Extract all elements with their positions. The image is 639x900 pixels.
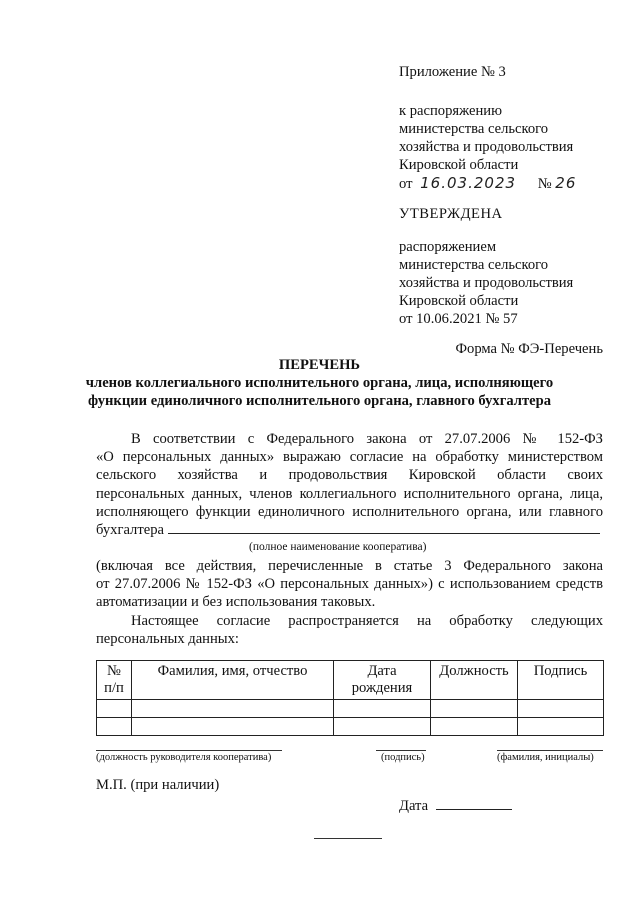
col-position-header: Должность <box>431 661 518 700</box>
col-name-header: Фамилия, имя, отчество <box>132 661 334 700</box>
approved-line: от 10.06.2021 № 57 <box>399 311 518 327</box>
scope-paragraph <box>96 612 603 648</box>
body-line-coop <box>96 521 603 539</box>
appendix-order-block <box>399 102 576 193</box>
appendix-block <box>399 63 506 81</box>
consent-paragraph-continued <box>96 557 603 612</box>
table-cell[interactable] <box>334 718 431 736</box>
appendix-line: к распоряжению <box>399 103 502 119</box>
appendix-date-line <box>399 174 576 193</box>
position-caption: (должность руководителя кооператива) <box>96 752 272 763</box>
table-row <box>97 718 604 736</box>
document-subtitle-line: членов коллегиального исполнительного органа, лица, исполняющего <box>85 375 554 391</box>
form-label: Форма № ФЭ-Перечень <box>455 341 603 357</box>
seal-label: М.П. (при наличии) <box>96 777 220 793</box>
body-line: персональных данных: <box>96 631 239 648</box>
table-cell[interactable] <box>334 700 431 718</box>
table-cell[interactable] <box>132 718 334 736</box>
persons-table <box>96 660 604 736</box>
appendix-label: Приложение № 3 <box>399 64 506 80</box>
col-birthdate-header: Дата рождения <box>334 661 431 700</box>
consent-paragraph <box>96 430 603 539</box>
document-subtitle-line: функции единоличного исполнительного органа, главного бухгалтера <box>87 393 552 409</box>
coop-name-field[interactable] <box>168 521 600 534</box>
handwritten-number: 26 <box>555 174 577 192</box>
appendix-line: министерства сельского <box>399 121 549 137</box>
handwritten-date: 16.03.2023 <box>420 174 517 192</box>
approved-line: распоряжением <box>399 239 497 255</box>
name-signature-line[interactable] <box>497 750 603 751</box>
table-header-row <box>97 661 604 700</box>
body-line: (включая все действия, перечисленные в статье 3 Федерального закона <box>96 558 603 574</box>
table-cell[interactable] <box>132 700 334 718</box>
table-cell[interactable] <box>97 718 132 736</box>
table-cell[interactable] <box>97 700 132 718</box>
body-last-word: бухгалтера <box>96 522 164 539</box>
appendix-line: Кировской области <box>399 157 519 173</box>
appendix-line: хозяйства и продовольствия <box>399 139 574 155</box>
approved-line: министерства сельского <box>399 257 549 273</box>
table-cell[interactable] <box>431 718 518 736</box>
name-caption: (фамилия, инициалы) <box>497 752 594 763</box>
date-prefix: от <box>399 176 413 192</box>
number-prefix: № <box>537 176 552 192</box>
body-line: В соответствии с Федерального закона от 27.07.2006 № 152-ФЗ <box>131 431 603 447</box>
body-line: автоматизации и без использования таковых. <box>96 594 376 611</box>
body-line: исполняющего функции единоличного исполнительного органа, или главного <box>96 503 603 520</box>
date-line <box>399 797 512 815</box>
bottom-rule <box>314 838 382 839</box>
table-cell[interactable] <box>431 700 518 718</box>
table-cell[interactable] <box>518 718 604 736</box>
body-line: от 27.07.2006 № 152-ФЗ «О персональных данных») с использованием средств <box>96 576 603 593</box>
table-cell[interactable] <box>518 700 604 718</box>
position-signature-line[interactable] <box>96 750 282 751</box>
approved-label: УТВЕРЖДЕНА <box>399 206 503 222</box>
body-line: «О персональных данных» выражаю согласие на обработку министерством <box>96 449 603 466</box>
approved-order-block <box>399 238 573 328</box>
signature-caption: (подпись) <box>381 752 425 763</box>
approved-line: хозяйства и продовольствия <box>399 275 574 291</box>
body-line: сельского хозяйства и продовольствия Кировской области своих <box>96 467 603 484</box>
date-field[interactable] <box>436 797 512 810</box>
body-line: персональных данных, членов коллегиального исполнительного органа, лица, <box>96 485 603 502</box>
date-label: Дата <box>399 798 429 814</box>
approved-block <box>399 205 503 223</box>
document-title: ПЕРЕЧЕНЬ <box>278 357 361 373</box>
table-row <box>97 700 604 718</box>
signature-line[interactable] <box>376 750 426 751</box>
col-number-header: № п/п <box>97 661 132 700</box>
coop-caption: (полное наименование кооператива) <box>249 541 427 553</box>
body-line: Настоящее согласие распространяется на обработку следующих <box>131 613 603 629</box>
col-signature-header: Подпись <box>518 661 604 700</box>
approved-line: Кировской области <box>399 293 519 309</box>
